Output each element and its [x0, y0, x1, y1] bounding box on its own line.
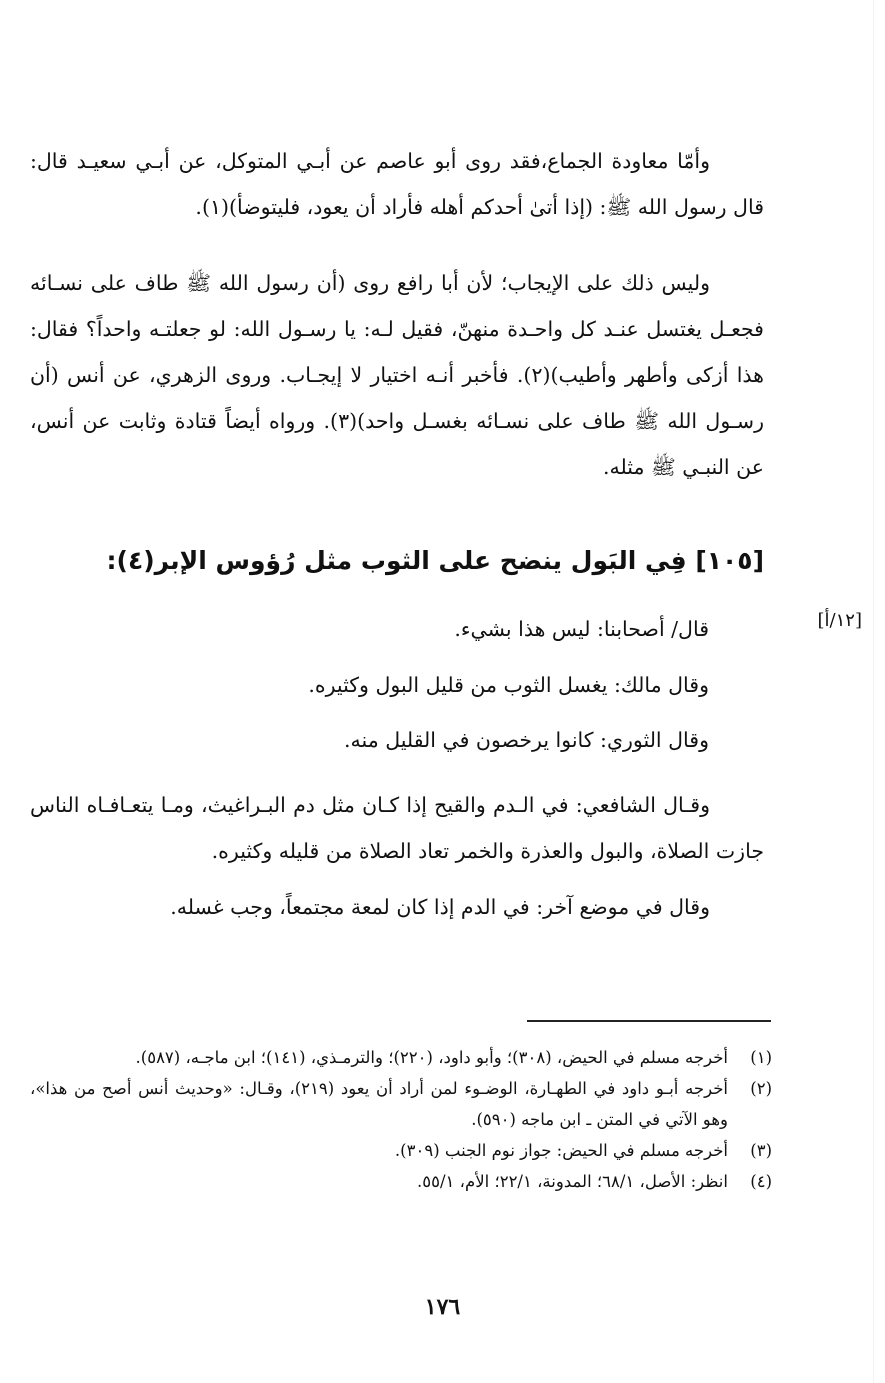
footnote-number: (٤): [750, 1172, 772, 1191]
paragraph-other-place: وقال في موضع آخر: في الدم إذا كان لمعة مجتمعاً، وجب غسله.: [170, 895, 710, 919]
footnote-text: أخرجه أبـو داود في الطهـارة، الوضـوء لمن أراد أن يعود (٢١٩)، وقـال: «وحديث أنس أصح من هذا»، وهو الآتي في المتن ـ ابن ماجه (٥٩٠).: [30, 1079, 729, 1129]
paragraph-repeat-intercourse: وأمّا معاودة الجماع،فقد روى أبو عاصم عن أبـي المتوكل، عن أبـي سعيـد قال: قال رسول الله ﷺ: (إذا أتىٰ أحدكم أهله فأراد أن يعود، فليتوضأ)(١).: [30, 149, 764, 219]
paragraph-not-obligatory: وليس ذلك على الإيجاب؛ لأن أبا رافع روى (أن رسول الله ﷺ طاف على نسـائه فجعـل يغتسل عنـد كل واحـدة منهنّ، فقيل لـه: يا رسـول الله: لو جعلتـه واحداً؟ فقال: هذا أزكى وأطهر وأطيب)(٢). فأخبر أنـه اختيار لا إيجـاب. وروى الزهري، عن أنس (أن رسـول الله ﷺ طاف على نسـائه بغسـل واحد)(٣). ورواه أيضاً قتادة وثابت عن أنس، عن النبـي ﷺ مثله.: [30, 271, 764, 479]
footnote-item: [30, 1042, 772, 1073]
footnote-number: (٣): [750, 1141, 772, 1160]
footnotes: [30, 1042, 772, 1197]
line-malik-opinion: وقال مالك: يغسل الثوب من قليل البول وكثيره.: [308, 673, 709, 697]
section-heading: [١٠٥] فِي البَول ينضح على الثوب مثل رُؤوس الإبر(٤):: [106, 546, 764, 575]
page-number: ١٧٦: [424, 1294, 461, 1320]
margin-manuscript-reference: [١٢/أ]: [817, 610, 862, 631]
scan-edge-line: [873, 0, 874, 1383]
line-thawri-opinion: وقال الثوري: كانوا يرخصون في القليل منه.: [344, 728, 709, 752]
footnote-item: [30, 1073, 772, 1135]
footnote-text: أخرجه مسلم في الحيض: جواز نوم الجنب (٣٠٩).: [394, 1141, 728, 1160]
footnote-number: (١): [750, 1048, 772, 1067]
footnote-text: انظر: الأصل، ٦٨/١؛ المدونة، ٢٢/١؛ الأم، ٥٥/١.: [417, 1172, 728, 1191]
footnote-item: [30, 1135, 772, 1166]
footnote-item: [30, 1166, 772, 1197]
line-companions-opinion: قال/ أصحابنا: ليس هذا بشيء.: [454, 617, 709, 641]
paragraph-shafii-opinion: وقـال الشافعي: في الـدم والقيح إذا كـان مثل دم البـراغيث، ومـا يتعـافـاه الناس جازت الصلاة، والبول والعذرة والخمر تعاد الصلاة من قليله وكثيره.: [30, 793, 764, 863]
footnote-number: (٢): [750, 1079, 772, 1098]
footnote-text: أخرجه مسلم في الحيض، (٣٠٨)؛ وأبو داود، (٢٢٠)؛ والترمـذي، (١٤١)؛ ابن ماجـه، (٥٨٧).: [135, 1048, 728, 1067]
footnote-separator: [527, 1020, 771, 1022]
